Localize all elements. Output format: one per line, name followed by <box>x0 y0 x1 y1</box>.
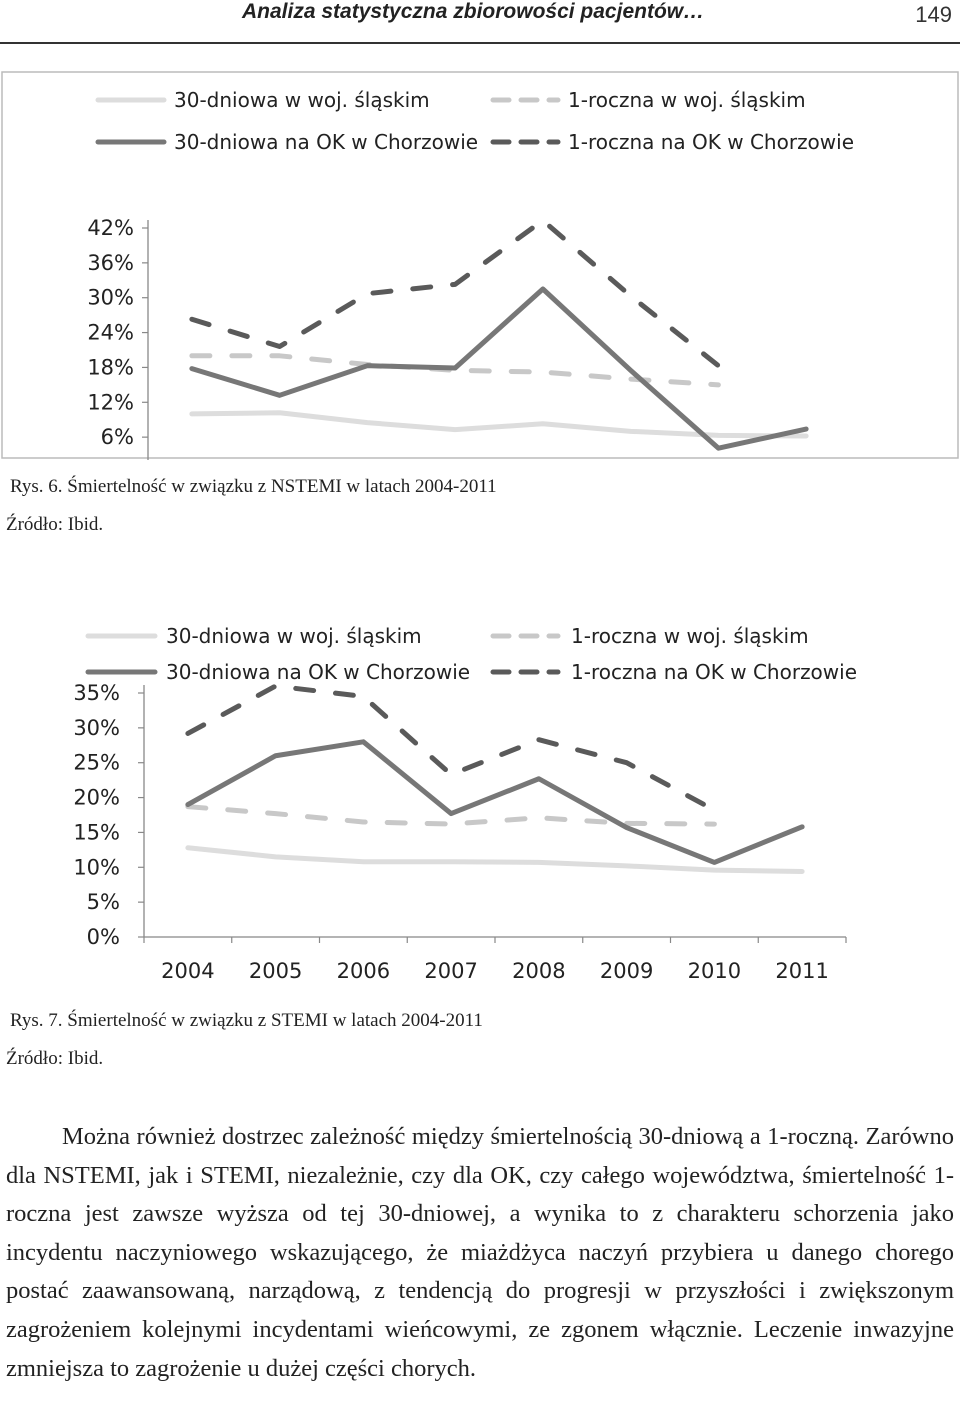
series-line-2 <box>188 742 802 863</box>
legend-label-2: 30-dniowa na OK w Chorzowie <box>166 660 471 684</box>
x-tick-label: 2007 <box>424 959 478 983</box>
x-tick-label: 2004 <box>161 959 215 983</box>
y-tick-label: 25% <box>73 750 120 775</box>
series-line-3 <box>188 686 715 810</box>
series-line-3 <box>192 220 719 365</box>
y-tick-label: 18% <box>87 355 134 380</box>
x-tick-label: 2011 <box>775 959 829 983</box>
legend-label-1: 1-roczna w woj. śląskim <box>568 88 806 112</box>
figure-6 <box>0 70 960 460</box>
figure-6-source: Źródło: Ibid. <box>6 514 104 535</box>
y-tick-label: 10% <box>73 855 120 880</box>
y-tick-label: 15% <box>73 820 120 845</box>
paragraph-text: Można również dostrzec zależność między śmiertelnością 30-dniową a 1-roczną. Zarówno dla NSTEMI, jak i STEMI, niezależnie, czy dla OK, czy całego województwa, śmiertelność 1-roczna jest zawsze wyższa od tej 30-dniowej, a wynika to z charakteru schorzenia jako incydentu naczyniowego wskazującego, że miażdżyca naczyń przybiera u danego chorego postać zaawansowaną, narządową, z tendencją do progresji w przyszłości i zwiększonym zagrożeniem kolejnymi incydentami wieńcowymi, ze zgonem włącznie. Leczenie inwazyjne zmniejsza to zagrożenie u dużej części chorych. <box>6 1123 954 1382</box>
body-paragraph <box>6 1118 954 1388</box>
y-tick-label: 30% <box>87 285 134 310</box>
legend-label-0: 30-dniowa w woj. śląskim <box>166 624 422 648</box>
x-tick-label: 2008 <box>512 959 566 983</box>
running-title: Analiza statystyczna zbiorowości pacjentów… <box>242 0 705 23</box>
legend-label-2: 30-dniowa na OK w Chorzowie <box>174 130 479 154</box>
x-tick-label: 2006 <box>336 959 391 983</box>
legend-label-3: 1-roczna na OK w Chorzowie <box>571 660 858 684</box>
chart-nstemi <box>0 70 960 460</box>
y-tick-label: 20% <box>73 785 120 810</box>
legend-label-1: 1-roczna w woj. śląskim <box>571 624 809 648</box>
x-tick-label: 2010 <box>687 959 742 983</box>
y-tick-label: 30% <box>73 715 120 740</box>
y-tick-label: 35% <box>73 681 120 705</box>
x-tick-label: 2005 <box>248 959 303 983</box>
series-line-0 <box>192 413 806 436</box>
chart-stemi <box>0 610 960 1000</box>
x-tick-label: 2009 <box>599 959 654 983</box>
page-header <box>0 0 960 44</box>
y-tick-label: 42% <box>87 216 134 240</box>
legend-label-3: 1-roczna na OK w Chorzowie <box>568 130 855 154</box>
figure-7-caption: Rys. 7. Śmiertelność w związku z STEMI w latach 2004-2011 <box>10 1010 483 1031</box>
y-tick-label: 6% <box>100 425 134 450</box>
y-tick-label: 36% <box>87 250 134 275</box>
y-tick-label: 5% <box>86 890 120 915</box>
y-tick-label: 12% <box>87 390 134 415</box>
y-tick-label: 0% <box>86 925 120 949</box>
figure-6-caption: Rys. 6. Śmiertelność w związku z NSTEMI w latach 2004-2011 <box>10 476 497 497</box>
figure-7 <box>0 610 960 1000</box>
y-tick-label: 24% <box>87 320 134 345</box>
legend-label-0: 30-dniowa w woj. śląskim <box>174 88 430 112</box>
figure-7-source: Źródło: Ibid. <box>6 1048 104 1069</box>
page-number: 149 <box>915 2 952 27</box>
